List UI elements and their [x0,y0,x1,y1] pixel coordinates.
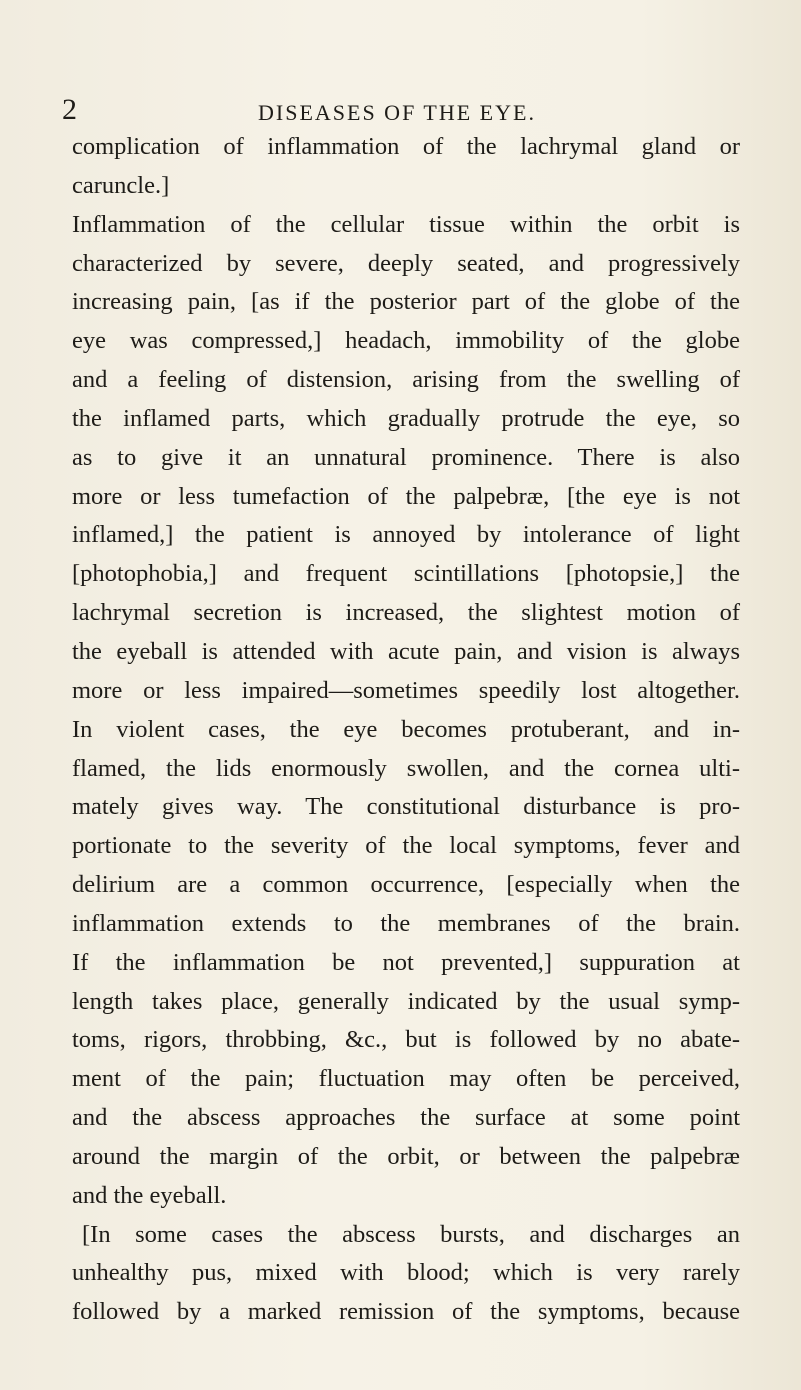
text-line: and a feeling of distension, arising from the swelling of [72,366,740,394]
text-line: Inflammation of the cellular tissue within the orbit is [72,210,740,238]
text-line: increasing pain, [as if the posterior part of the globe of the [72,288,740,316]
text-line: the eyeball is attended with acute pain, and vision is always [72,637,740,665]
running-head: DISEASES OF THE EYE. [258,100,536,125]
text-line: inflammation extends to the membranes of the brain. [72,909,740,937]
text-line: eye was compressed,] headach, immobility of the globe [72,327,740,355]
text-line: In violent cases, the eye becomes protuberant, and in- [72,715,740,743]
text-line: inflamed,] the patient is annoyed by intolerance of light [72,521,740,549]
text-line: the inflamed parts, which gradually protrude the eye, so [72,404,740,432]
text-line: [In some cases the abscess bursts, and discharges an [82,1220,740,1248]
text-line: characterized by severe, deeply seated, and progressively [72,249,740,277]
text-line: If the inflammation be not prevented,] suppuration at [72,948,740,976]
text-line: flamed, the lids enormously swollen, and the cornea ulti- [72,754,740,782]
text-line: mately gives way. The constitutional disturbance is pro- [72,793,740,821]
text-line: and the eyeball. [72,1181,227,1209]
text-line: more or less impaired—sometimes speedily lost altogether. [72,676,740,704]
text-line: as to give it an unnatural prominence. There is also [72,443,740,471]
text-line: length takes place, generally indicated by the usual symp- [72,987,740,1015]
text-line: and the abscess approaches the surface at some point [72,1104,740,1132]
text-line: followed by a marked remission of the symptoms, because [72,1298,740,1326]
text-line: portionate to the severity of the local symptoms, fever and [72,832,740,860]
text-line: toms, rigors, throbbing, &c., but is followed by no abate- [72,1026,740,1054]
body-text [72,128,740,1332]
text-line: caruncle.] [72,171,170,199]
text-line: around the margin of the orbit, or between the palpebræ [72,1142,740,1170]
text-line: lachrymal secretion is increased, the slightest motion of [72,599,740,627]
text-line: unhealthy pus, mixed with blood; which is very rarely [72,1259,740,1287]
text-line: delirium are a common occurrence, [especially when the [72,871,740,899]
text-line: more or less tumefaction of the palpebræ, [the eye is not [72,482,740,510]
text-line: ment of the pain; fluctuation may often be perceived, [72,1065,740,1093]
text-line: complication of inflammation of the lachrymal gland or [72,133,740,160]
page-number: 2 [62,93,77,126]
text-line: [photophobia,] and frequent scintillations [photopsie,] the [72,560,740,588]
